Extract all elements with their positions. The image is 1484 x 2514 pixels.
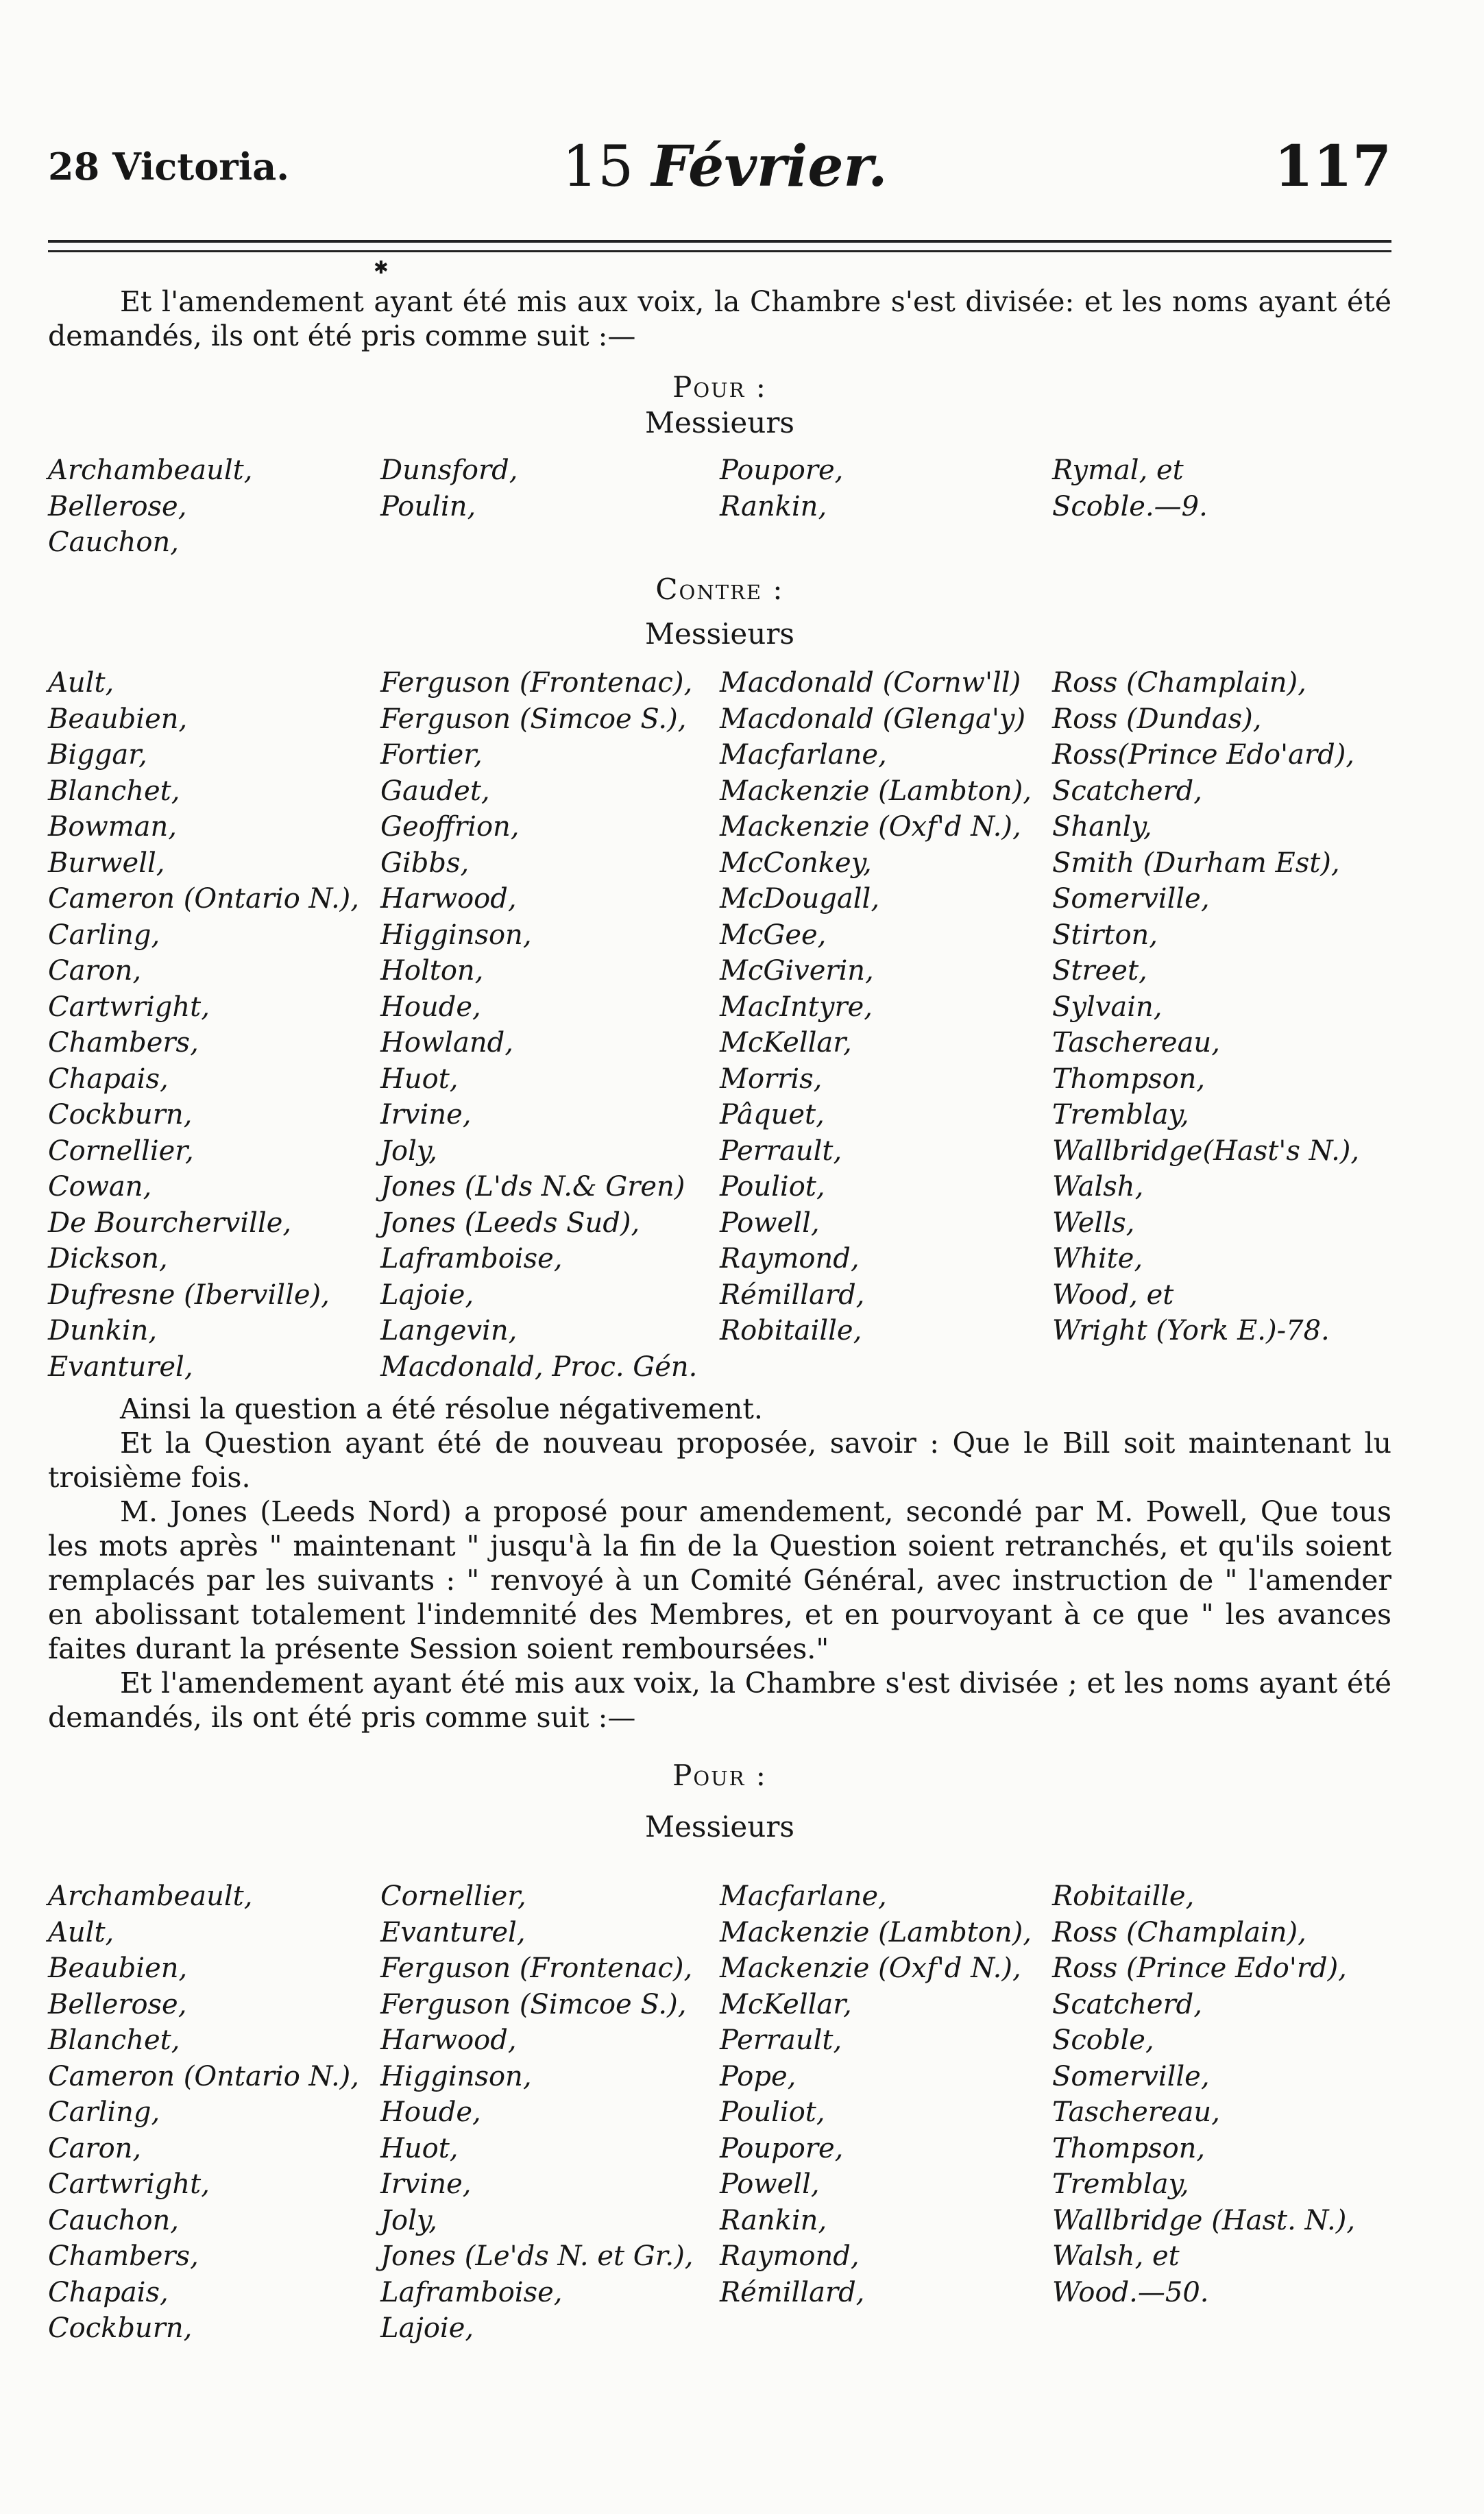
name-row — [48, 1950, 1391, 1987]
member-name: Macdonald, Proc. Gén. — [380, 1351, 698, 1383]
member-name: Cameron (Ontario N.), — [48, 883, 360, 915]
member-name: Walsh, et — [1052, 2240, 1180, 2272]
member-name: Burwell, — [48, 847, 165, 879]
member-name: De Bourcherville, — [48, 1207, 292, 1239]
name-row — [48, 917, 1391, 954]
member-name: Pouliot, — [720, 1171, 825, 1202]
member-name: Cowan, — [48, 1171, 152, 1202]
member-name: McKellar, — [720, 1027, 852, 1059]
member-name: Mackenzie (Oxf'd N.), — [720, 811, 1021, 843]
member-name: Laframboise, — [380, 2276, 563, 2308]
member-name: Ferguson (Simcoe S.), — [380, 1988, 687, 2020]
member-name: Smith (Durham Est), — [1052, 847, 1340, 879]
member-name: Lajoie, — [380, 1279, 474, 1311]
member-name: Macfarlane, — [720, 739, 887, 771]
member-name: Beaubien, — [48, 703, 188, 735]
name-row — [48, 1987, 1391, 2023]
member-name: Perrault, — [720, 1135, 842, 1167]
member-name: Houde, — [380, 2096, 481, 2128]
member-name: Ross (Champlain), — [1052, 1916, 1306, 1948]
name-row — [48, 1915, 1391, 1951]
member-name: Jones (Leeds Sud), — [380, 1207, 640, 1239]
name-row — [48, 881, 1391, 917]
vote2-pour-heading: Pour : — [672, 1758, 767, 1792]
member-name: Street, — [1052, 955, 1147, 987]
member-name: Rymal, et — [1052, 455, 1184, 486]
member-name: Mackenzie (Oxf'd N.), — [720, 1953, 1021, 1984]
member-name: Caron, — [48, 955, 142, 987]
member-name: Rémillard, — [720, 2276, 865, 2308]
member-name: Robitaille, — [1052, 1881, 1195, 1912]
member-name: Cockburn, — [48, 1099, 193, 1131]
name-row — [48, 701, 1391, 738]
member-name: Powell, — [720, 2168, 820, 2200]
name-row — [48, 773, 1391, 810]
member-name: Scatcherd, — [1052, 1988, 1203, 2020]
member-name: Cornellier, — [380, 1881, 526, 1912]
member-name: Irvine, — [380, 1099, 472, 1131]
member-name: Higginson, — [380, 919, 532, 951]
name-row — [48, 1205, 1391, 1242]
member-name: Macfarlane, — [720, 1881, 887, 1912]
member-name: Howland, — [380, 1027, 513, 1059]
member-name: Ferguson (Simcoe S.), — [380, 703, 687, 735]
member-name: Chapais, — [48, 2276, 169, 2308]
member-name: Raymond, — [720, 2240, 860, 2272]
name-row — [48, 845, 1391, 882]
member-name: Raymond, — [720, 1243, 860, 1274]
vote2-pour-list — [48, 1878, 1391, 2347]
member-name: Jones (Le'ds N. et Gr.), — [380, 2240, 694, 2272]
member-name: Lajoie, — [380, 2312, 474, 2344]
member-name: Beaubien, — [48, 1953, 188, 1984]
member-name: Evanturel, — [380, 1916, 526, 1948]
name-row — [48, 2166, 1391, 2203]
vote1-pour-list — [48, 452, 1391, 561]
name-row — [48, 489, 1391, 525]
name-row — [48, 2022, 1391, 2059]
member-name: Blanchet, — [48, 2025, 180, 2056]
member-name: Ault, — [48, 1916, 114, 1948]
member-name: McDougall, — [720, 883, 880, 915]
member-name: McGiverin, — [720, 955, 874, 987]
member-name: Chapais, — [48, 1063, 169, 1095]
member-name: Bellerose, — [48, 1988, 187, 2020]
member-name: Blanchet, — [48, 775, 180, 807]
name-row — [48, 1349, 1391, 1386]
member-name: Jones (L'ds N.& Gren) — [380, 1171, 685, 1202]
member-name: Macdonald (Glenga'y) — [720, 703, 1026, 735]
name-row — [48, 809, 1391, 845]
member-name: Chambers, — [48, 2240, 199, 2272]
member-name: Poupore, — [720, 455, 844, 486]
header-rule-top — [48, 240, 1391, 243]
member-name: Chambers, — [48, 1027, 199, 1059]
member-name: Tremblay, — [1052, 1099, 1189, 1131]
member-name: Ferguson (Frontenac), — [380, 667, 693, 699]
date-day: 15 — [562, 134, 634, 200]
member-name: Mackenzie (Lambton), — [720, 775, 1032, 807]
header-rule-bottom — [48, 250, 1391, 252]
name-row — [48, 452, 1391, 489]
member-name: Poupore, — [720, 2132, 844, 2164]
paragraph-question: Et la Question ayant été de nouveau proposée, savoir : Que le Bill soit maintenant lu troisième fois. — [48, 1427, 1391, 1494]
name-row — [48, 1025, 1391, 1061]
member-name: Bowman, — [48, 811, 177, 843]
vote1-contre-heading: Contre : — [655, 572, 784, 606]
member-name: Walsh, — [1052, 1171, 1144, 1202]
member-name: Gaudet, — [380, 775, 490, 807]
member-name: Wood.—50. — [1052, 2276, 1209, 2308]
member-name: Rankin, — [720, 2204, 827, 2236]
member-name: Cornellier, — [48, 1135, 194, 1167]
member-name: Gibbs, — [380, 847, 470, 879]
name-row — [48, 2310, 1391, 2347]
member-name: Tremblay, — [1052, 2168, 1189, 2200]
member-name: Poulin, — [380, 490, 476, 522]
member-name: Cartwright, — [48, 991, 210, 1023]
name-row — [48, 1277, 1391, 1314]
name-row — [48, 1097, 1391, 1133]
name-row — [48, 2059, 1391, 2095]
name-row — [48, 1241, 1391, 1277]
vote1-pour-heading: Pour : — [672, 370, 767, 404]
paragraph-amendment: M. Jones (Leeds Nord) a proposé pour amendement, secondé par M. Powell, Que tous les mots après " maintenant " jusqu'à la fin de la Question soient retranchés, et qu'ils soient remplacés par les suivants : " renvoyé à un Comité Général, avec instruction de " l'amender en abolissant totalement l'indemnité des Membres, et en pourvoyant à ce que " les avances faites durant la présente Session soient remboursées." — [48, 1495, 1391, 1665]
member-name: Harwood, — [380, 883, 517, 915]
member-name: Taschereau, — [1052, 1027, 1220, 1059]
member-name: Irvine, — [380, 2168, 472, 2200]
member-name: Thompson, — [1052, 1063, 1206, 1095]
vote1-pour-messieurs: Messieurs — [645, 406, 794, 439]
member-name: Langevin, — [380, 1315, 518, 1346]
member-name: Ault, — [48, 667, 114, 699]
member-name: Dunkin, — [48, 1315, 158, 1346]
member-name: Wallbridge(Hast's N.), — [1052, 1135, 1360, 1167]
member-name: Pope, — [720, 2060, 796, 2092]
member-name: Evanturel, — [48, 1351, 193, 1383]
name-row — [48, 1878, 1391, 1915]
member-name: Holton, — [380, 955, 484, 987]
member-name: Stirton, — [1052, 919, 1158, 951]
member-name: Harwood, — [380, 2025, 517, 2056]
member-name: MacIntyre, — [720, 991, 873, 1023]
member-name: Cauchon, — [48, 2204, 179, 2236]
member-name: Morris, — [720, 1063, 823, 1095]
vote2-pour-messieurs: Messieurs — [645, 1810, 794, 1844]
member-name: Geoffrion, — [380, 811, 520, 843]
member-name: Rankin, — [720, 490, 827, 522]
member-name: Cockburn, — [48, 2312, 193, 2344]
member-name: Rémillard, — [720, 1279, 865, 1311]
name-row — [48, 2203, 1391, 2239]
member-name: Carling, — [48, 2096, 160, 2128]
member-name: Biggar, — [48, 739, 147, 771]
name-row — [48, 2094, 1391, 2131]
member-name: Cauchon, — [48, 527, 179, 558]
member-name: Scatcherd, — [1052, 775, 1203, 807]
member-name: Wallbridge (Hast. N.), — [1052, 2204, 1356, 2236]
member-name: Shanly, — [1052, 811, 1152, 843]
member-name: Dickson, — [48, 1243, 168, 1274]
vote1-contre-messieurs: Messieurs — [645, 617, 794, 651]
member-name: Scoble, — [1052, 2025, 1154, 2056]
member-name: Joly, — [380, 2204, 437, 2236]
member-name: Perrault, — [720, 2025, 842, 2056]
name-row — [48, 665, 1391, 701]
name-row — [48, 953, 1391, 989]
member-name: Scoble.—9. — [1052, 490, 1208, 522]
member-name: Carling, — [48, 919, 160, 951]
member-name: Fortier, — [380, 739, 483, 771]
member-name: Pâquet, — [720, 1099, 825, 1131]
name-row — [48, 1313, 1391, 1349]
name-row — [48, 1133, 1391, 1170]
date-month: Février. — [651, 134, 888, 200]
member-name: Ross (Champlain), — [1052, 667, 1306, 699]
member-name: Wright (York E.)-78. — [1052, 1315, 1330, 1346]
name-row — [48, 737, 1391, 773]
member-name: Dunsford, — [380, 455, 518, 486]
member-name: Powell, — [720, 1207, 820, 1239]
name-row — [48, 2238, 1391, 2275]
member-name: Joly, — [380, 1135, 437, 1167]
member-name: McConkey, — [720, 847, 872, 879]
member-name: McKellar, — [720, 1988, 852, 2020]
member-name: Somerville, — [1052, 2060, 1210, 2092]
member-name: Houde, — [380, 991, 481, 1023]
member-name: Cameron (Ontario N.), — [48, 2060, 360, 2092]
member-name: Archambeault, — [48, 455, 253, 486]
member-name: Somerville, — [1052, 883, 1210, 915]
vote1-contre-list — [48, 665, 1391, 1385]
member-name: Dufresne (Iberville), — [48, 1279, 330, 1311]
member-name: Wood, et — [1052, 1279, 1174, 1311]
name-row — [48, 524, 1391, 561]
member-name: Caron, — [48, 2132, 142, 2164]
member-name: Taschereau, — [1052, 2096, 1220, 2128]
name-row — [48, 1061, 1391, 1098]
vote1-intro: Et l'amendement ayant été mis aux voix, la Chambre s'est divisée: et les noms ayant été demandés, ils ont été pris comme suit :— — [48, 285, 1391, 352]
member-name: Thompson, — [1052, 2132, 1206, 2164]
document-page — [48, 0, 1391, 2514]
member-name: Higginson, — [380, 2060, 532, 2092]
name-row — [48, 989, 1391, 1026]
member-name: McGee, — [720, 919, 827, 951]
member-name: Ross (Dundas), — [1052, 703, 1262, 735]
member-name: Archambeault, — [48, 1881, 253, 1912]
member-name: Bellerose, — [48, 490, 187, 522]
name-row — [48, 2131, 1391, 2167]
ornament-icon: ✱ — [374, 258, 389, 278]
page-number: 117 — [1274, 134, 1391, 200]
member-name: Sylvain, — [1052, 991, 1163, 1023]
member-name: Cartwright, — [48, 2168, 210, 2200]
member-name: Pouliot, — [720, 2096, 825, 2128]
member-name: Huot, — [380, 2132, 459, 2164]
member-name: Mackenzie (Lambton), — [720, 1916, 1032, 1948]
name-row — [48, 2275, 1391, 2311]
vote2-intro: Et l'amendement ayant été mis aux voix, la Chambre s'est divisée ; et les noms ayant été demandés, ils ont été pris comme suit :— — [48, 1667, 1391, 1734]
paragraph-resolved: Ainsi la question a été résolue négativement. — [120, 1392, 763, 1425]
member-name: Huot, — [380, 1063, 459, 1095]
member-name: Robitaille, — [720, 1315, 862, 1346]
member-name: Macdonald (Cornw'll) — [720, 667, 1021, 699]
name-row — [48, 1169, 1391, 1205]
member-name: Ross (Prince Edo'rd), — [1052, 1953, 1347, 1984]
member-name: Laframboise, — [380, 1243, 563, 1274]
member-name: Wells, — [1052, 1207, 1135, 1239]
member-name: Ross(Prince Edo'ard), — [1052, 739, 1355, 771]
member-name: White, — [1052, 1243, 1143, 1274]
running-head-date — [562, 129, 888, 204]
member-name: Ferguson (Frontenac), — [380, 1953, 693, 1984]
running-head-left: 28 Victoria. — [48, 145, 290, 189]
